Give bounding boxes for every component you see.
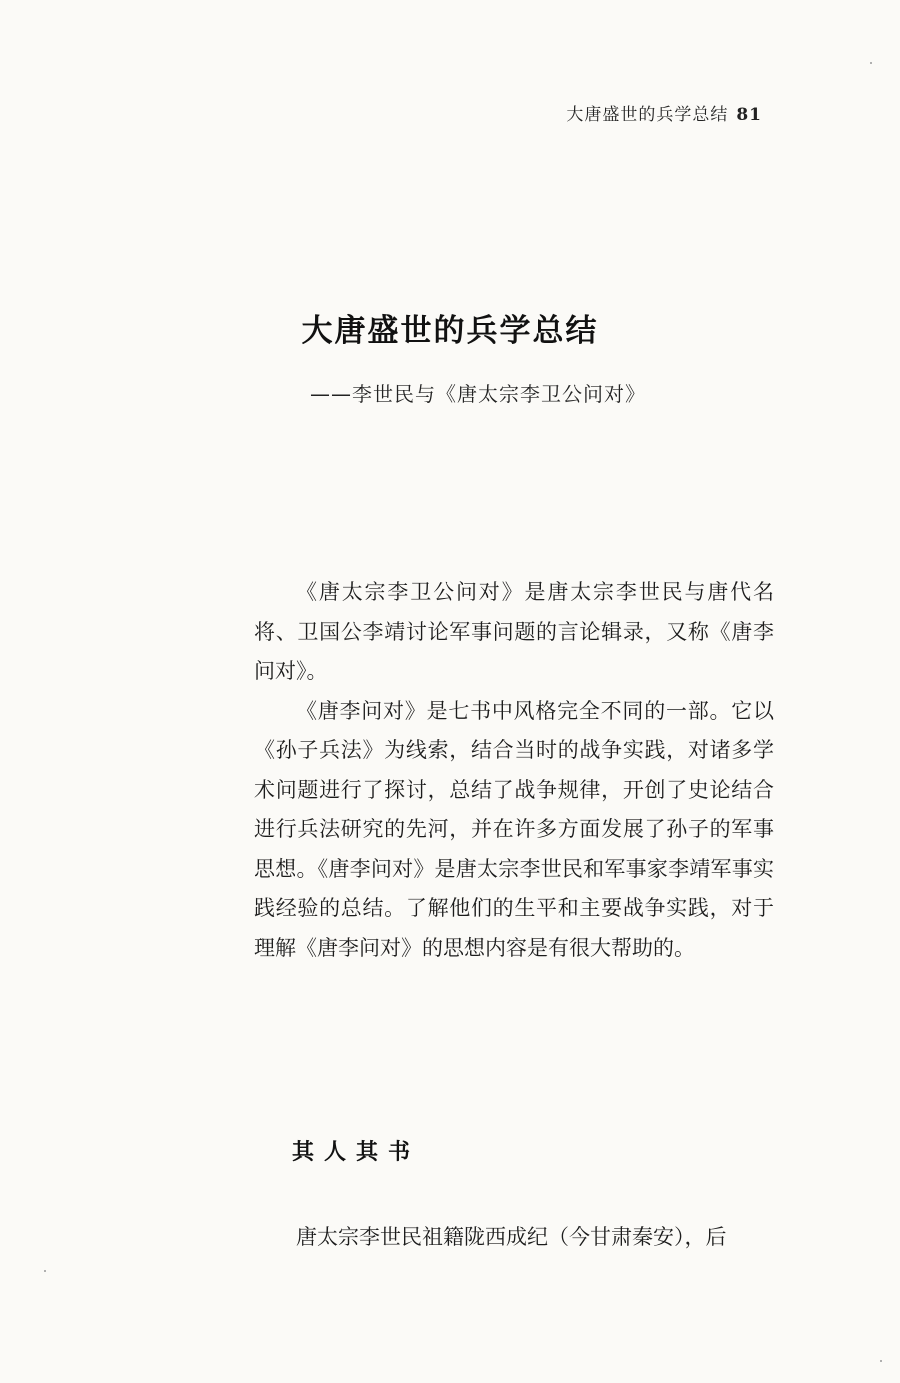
scan-speck bbox=[870, 62, 872, 64]
intro-paragraph-2: 《唐李问对》是七书中风格完全不同的一部。它以《孙子兵法》为线索，结合当时的战争实践，对诸多学术问题进行了探讨，总结了战争规律，开创了史论结合进行兵法研究的先河，并在许多方面发展了孙子的军事思想。《唐李问对》是唐太宗李世民和军事家李靖军事实践经验的总结。了解他们的生平和主要战争实践，对于理解《唐李问对》的思想内容是有很大帮助的。 bbox=[254, 698, 774, 960]
scan-speck bbox=[880, 1360, 882, 1362]
running-head-title: 大唐盛世的兵学总结 bbox=[566, 105, 729, 125]
page-number: 81 bbox=[736, 105, 762, 125]
section-paragraph: 唐太宗李世民祖籍陇西成纪（今甘肃秦安），后 bbox=[296, 1225, 727, 1249]
running-head bbox=[566, 100, 762, 125]
section-heading: 其人其书 bbox=[292, 1140, 421, 1165]
intro-text bbox=[254, 573, 774, 968]
intro-paragraph-1: 《唐太宗李卫公问对》是唐太宗李世民与唐代名将、卫国公李靖讨论军事问题的言论辑录，又称《唐李问对》。 bbox=[254, 580, 774, 683]
scan-speck bbox=[44, 1270, 46, 1272]
section-text bbox=[254, 1218, 774, 1258]
chapter-title: 大唐盛世的兵学总结 bbox=[301, 313, 599, 349]
chapter-subtitle: ——李世民与《唐太宗李卫公问对》 bbox=[310, 382, 646, 406]
